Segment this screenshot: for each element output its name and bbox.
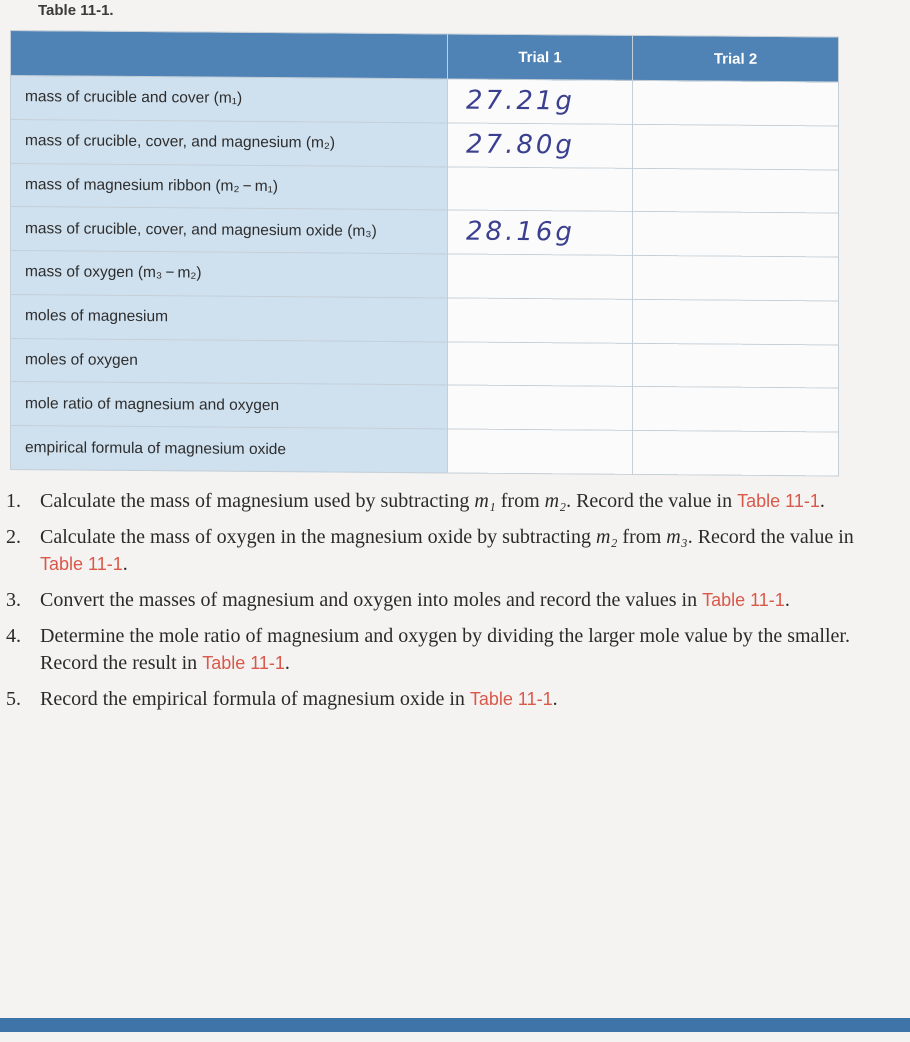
trial-2-cell[interactable] <box>633 387 839 432</box>
table-row <box>11 251 839 301</box>
table-reference-link[interactable]: Table 11-1 <box>737 491 820 511</box>
row-label: moles of oxygen <box>11 338 448 385</box>
step-text: . <box>122 553 128 575</box>
trial-2-cell[interactable] <box>633 431 839 476</box>
step-text: . <box>552 688 558 710</box>
math-var: m₁ <box>474 490 496 512</box>
trial-2-cell[interactable] <box>633 343 839 388</box>
step-text: . <box>284 652 290 674</box>
data-table <box>10 30 839 477</box>
trial-2-cell[interactable] <box>633 299 839 344</box>
table-reference-link[interactable]: Table 11-1 <box>202 653 285 673</box>
trial-1-cell[interactable] <box>448 123 633 168</box>
trial-1-cell[interactable] <box>448 342 633 387</box>
table-row <box>11 163 839 213</box>
trial-2-cell[interactable] <box>633 255 839 300</box>
table-row <box>11 426 839 476</box>
row-label: mass of magnesium ribbon (m₂ − m₁) <box>11 163 448 210</box>
table-title: Table 11-1. <box>38 2 114 19</box>
table-row <box>11 207 839 257</box>
trial-1-cell[interactable] <box>448 429 633 474</box>
trial-1-cell[interactable] <box>448 298 633 343</box>
table-row <box>11 294 839 344</box>
trial-2-cell[interactable] <box>633 124 839 169</box>
instruction-step <box>0 623 880 677</box>
trial-1-cell[interactable] <box>448 254 633 299</box>
math-var: m₃ <box>666 526 688 548</box>
row-label: mole ratio of magnesium and oxygen <box>11 382 448 429</box>
step-text: from <box>495 490 545 512</box>
step-number: 3. <box>6 589 21 611</box>
header-trial-2: Trial 2 <box>633 35 839 82</box>
step-text: . Record the value in <box>566 490 738 512</box>
trial-1-cell[interactable] <box>448 166 633 211</box>
instruction-step <box>0 587 880 614</box>
step-text: Record the empirical formula of magnesium oxide in <box>40 688 470 710</box>
step-text: Calculate the mass of oxygen in the magnesium oxide by subtracting <box>40 526 596 548</box>
math-var: m₂ <box>544 490 567 512</box>
row-label: mass of oxygen (m₃ − m₂) <box>11 251 448 298</box>
trial-1-cell[interactable] <box>448 79 633 124</box>
trial-2-cell[interactable] <box>633 80 839 125</box>
step-text: . <box>784 589 790 611</box>
handwritten-value: 27.21g <box>466 85 575 117</box>
table-row <box>11 76 839 126</box>
instruction-step <box>0 686 880 713</box>
row-label: mass of crucible, cover, and magnesium (m₂) <box>11 119 448 166</box>
trial-1-cell[interactable] <box>448 385 633 430</box>
math-var: m₂ <box>596 526 618 548</box>
page-footer-bar <box>0 1018 910 1032</box>
table-row <box>11 119 839 169</box>
row-label: mass of crucible, cover, and magnesium oxide (m₃) <box>11 207 448 254</box>
header-corner <box>11 31 448 79</box>
header-trial-1: Trial 1 <box>448 34 633 80</box>
step-number: 4. <box>6 625 21 647</box>
step-number: 1. <box>6 490 21 512</box>
table-reference-link[interactable]: Table 11-1 <box>40 554 123 574</box>
trial-1-cell[interactable] <box>448 210 633 255</box>
data-table-container <box>10 30 838 477</box>
step-text: . Record the value in <box>687 526 854 548</box>
row-label: moles of magnesium <box>11 294 448 341</box>
row-label: mass of crucible and cover (m₁) <box>11 76 448 123</box>
step-text: Determine the mole ratio of magnesium and oxygen by dividing the larger mole value by the smaller. Record the result in <box>40 625 850 674</box>
instruction-step <box>0 524 880 578</box>
step-number: 2. <box>6 526 21 548</box>
step-text: Calculate the mass of magnesium used by subtracting <box>40 490 475 512</box>
table-row <box>11 338 839 388</box>
handwritten-value: 27.80g <box>466 129 575 161</box>
table-header-row <box>11 31 839 83</box>
step-number: 5. <box>6 688 21 710</box>
instructions-list <box>0 488 880 722</box>
instruction-step <box>0 488 880 515</box>
row-label: empirical formula of magnesium oxide <box>11 426 448 473</box>
trial-2-cell[interactable] <box>633 168 839 213</box>
step-text: Convert the masses of magnesium and oxygen into moles and record the values in <box>40 589 703 611</box>
step-text: . <box>819 490 825 512</box>
handwritten-value: 28.16g <box>466 216 575 248</box>
table-reference-link[interactable]: Table 11-1 <box>702 590 785 610</box>
table-row <box>11 382 839 432</box>
table-reference-link[interactable]: Table 11-1 <box>469 689 553 709</box>
trial-2-cell[interactable] <box>633 212 839 257</box>
step-text: from <box>617 526 667 548</box>
